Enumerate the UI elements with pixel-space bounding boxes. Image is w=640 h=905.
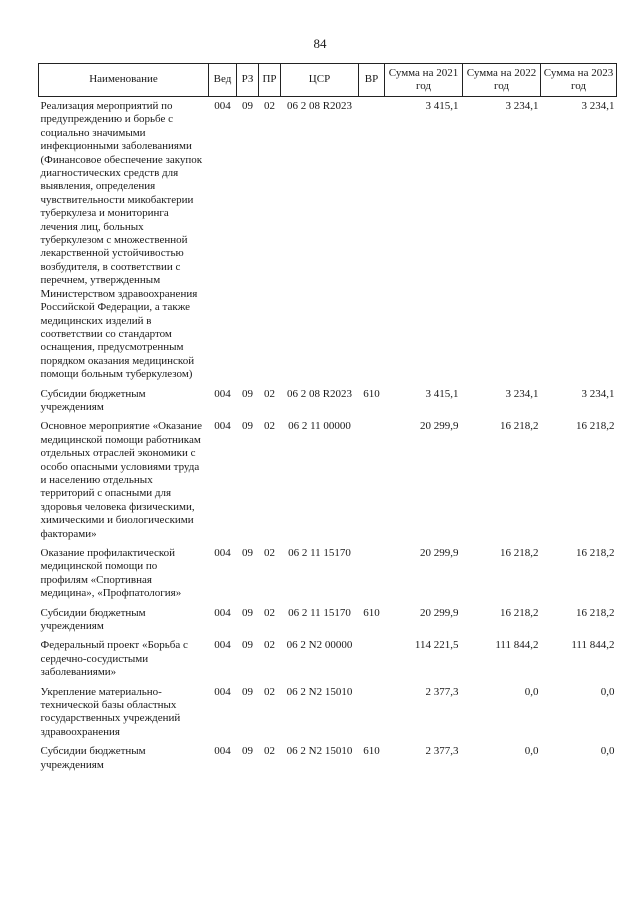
row-ved: 004 xyxy=(214,606,231,619)
table-body xyxy=(39,97,617,779)
row-name: Субсидии бюджетным учреждениям xyxy=(40,745,146,771)
table-header xyxy=(39,64,617,97)
table-row xyxy=(39,547,617,607)
row-sum-2023: 111 844,2 xyxy=(571,639,615,652)
row-sum-2021: 20 299,9 xyxy=(420,547,459,559)
header-vr: ВР xyxy=(359,64,385,97)
header-sum-2022: Сумма на 2022 год xyxy=(463,64,541,97)
row-pr: 02 xyxy=(264,387,275,400)
row-sum-2022: 3 234,1 xyxy=(505,100,539,112)
row-sum-2023: 3 234,1 xyxy=(581,387,615,400)
row-sum-2022: 16 218,2 xyxy=(500,606,539,619)
row-csr: 06 2 N2 00000 xyxy=(286,639,353,652)
row-rz: 09 xyxy=(242,547,253,559)
row-pr: 02 xyxy=(264,547,275,559)
row-sum-2022: 111 844,2 xyxy=(495,639,539,652)
header-csr: ЦСР xyxy=(281,64,359,97)
table-row xyxy=(39,639,617,685)
row-sum-2021: 2 377,3 xyxy=(425,685,459,698)
row-sum-2023: 3 234,1 xyxy=(581,100,615,112)
header-sum-2021: Сумма на 2021 год xyxy=(385,64,463,97)
row-sum-2023: 16 218,2 xyxy=(576,547,615,559)
row-sum-2023: 16 218,2 xyxy=(576,606,615,619)
header-ved: Вед xyxy=(209,64,237,97)
row-ved: 004 xyxy=(214,387,231,400)
row-rz: 09 xyxy=(242,420,253,433)
row-rz: 09 xyxy=(242,745,253,758)
row-csr: 06 2 11 15170 xyxy=(288,606,351,619)
row-ved: 004 xyxy=(214,547,231,559)
row-name: Оказание профилактической медицинской помощи по профилям «Спортивная медицина», «Профпатология» xyxy=(40,547,182,600)
row-pr: 02 xyxy=(264,100,275,112)
row-sum-2022: 0,0 xyxy=(524,745,539,758)
row-pr: 02 xyxy=(264,639,275,652)
header-pr: ПР xyxy=(259,64,281,97)
row-pr: 02 xyxy=(264,685,275,698)
row-name: Укрепление материально-технической базы областных государственных учреждений здравоохранения xyxy=(40,685,181,738)
row-ved: 004 xyxy=(214,745,231,758)
row-rz: 09 xyxy=(242,387,253,400)
row-csr: 06 2 N2 15010 xyxy=(286,685,353,698)
header-name: Наименование xyxy=(39,64,209,97)
row-ved: 004 xyxy=(214,420,231,433)
table-row xyxy=(39,745,617,778)
table-row xyxy=(39,420,617,547)
row-name: Субсидии бюджетным учреждениям xyxy=(40,387,146,413)
row-vr: 610 xyxy=(363,387,380,400)
row-rz: 09 xyxy=(242,685,253,698)
header-sum-2023: Сумма на 2023 год xyxy=(541,64,617,97)
row-rz: 09 xyxy=(242,639,253,652)
row-name: Субсидии бюджетным учреждениям xyxy=(40,606,146,633)
row-sum-2023: 0,0 xyxy=(600,685,615,698)
row-ved: 004 xyxy=(214,639,231,652)
row-vr xyxy=(359,547,385,607)
row-ved: 004 xyxy=(214,685,231,698)
row-csr: 06 2 11 00000 xyxy=(288,420,351,433)
table-row xyxy=(39,97,617,388)
row-rz: 09 xyxy=(242,606,253,619)
row-name: Федеральный проект «Борьба с сердечно-сосудистыми заболеваниями» xyxy=(40,639,188,679)
row-sum-2022: 0,0 xyxy=(524,685,539,698)
row-sum-2021: 20 299,9 xyxy=(420,606,459,619)
row-pr: 02 xyxy=(264,420,275,433)
row-pr: 02 xyxy=(264,606,275,619)
row-sum-2021: 3 415,1 xyxy=(425,100,459,112)
row-sum-2023: 0,0 xyxy=(600,745,615,758)
budget-table xyxy=(38,63,617,778)
row-vr xyxy=(359,686,385,746)
row-vr xyxy=(359,420,385,547)
row-sum-2021: 3 415,1 xyxy=(425,387,459,400)
row-csr: 06 2 11 15170 xyxy=(288,547,351,559)
page-number: 84 xyxy=(313,36,327,51)
row-csr: 06 2 N2 15010 xyxy=(286,745,353,758)
header-rz: РЗ xyxy=(237,64,259,97)
row-name: Реализация мероприятий по предупреждению и борьбе с социально значимыми инфекционными заболеваниями (Финансовое обеспечение закупок диагностических средств для выявления, определения чувствительности микобактерии туберкулеза и мониторинга лечения лиц, больных туберкулезом с множественной лекарственной устойчивостью возбудителя, в соответствии с перечнем, утвержденным Министерством здравоохранения Российской Федерации, а также медицинских изделий в соответствии со стандартом оснащения, предусмотренным порядком оказания медицинской помощи больным туберкулезом) xyxy=(40,100,203,381)
row-sum-2022: 16 218,2 xyxy=(500,420,539,433)
table-row xyxy=(39,607,617,640)
row-sum-2021: 114 221,5 xyxy=(414,639,459,652)
row-sum-2022: 3 234,1 xyxy=(505,387,539,400)
row-csr: 06 2 08 R2023 xyxy=(286,100,353,112)
row-vr xyxy=(359,97,385,388)
row-sum-2021: 2 377,3 xyxy=(425,745,459,758)
row-sum-2022: 16 218,2 xyxy=(500,547,539,559)
row-rz: 09 xyxy=(242,100,253,112)
table-row xyxy=(39,388,617,421)
row-csr: 06 2 08 R2023 xyxy=(286,387,353,400)
row-sum-2023: 16 218,2 xyxy=(576,420,615,433)
row-pr: 02 xyxy=(264,745,275,758)
row-ved: 004 xyxy=(214,100,231,112)
row-sum-2021: 20 299,9 xyxy=(420,420,459,433)
table-row xyxy=(39,686,617,746)
row-vr: 610 xyxy=(363,745,380,758)
row-vr: 610 xyxy=(363,606,380,619)
row-name: Основное мероприятие «Оказание медицинской помощи работникам отдельных отраслей экономики с особо опасными условиями труда и населению отдельных территорий с опасными для здоровья человека физическими, химическими и биологическими факторами» xyxy=(40,420,202,540)
row-vr xyxy=(359,639,385,685)
